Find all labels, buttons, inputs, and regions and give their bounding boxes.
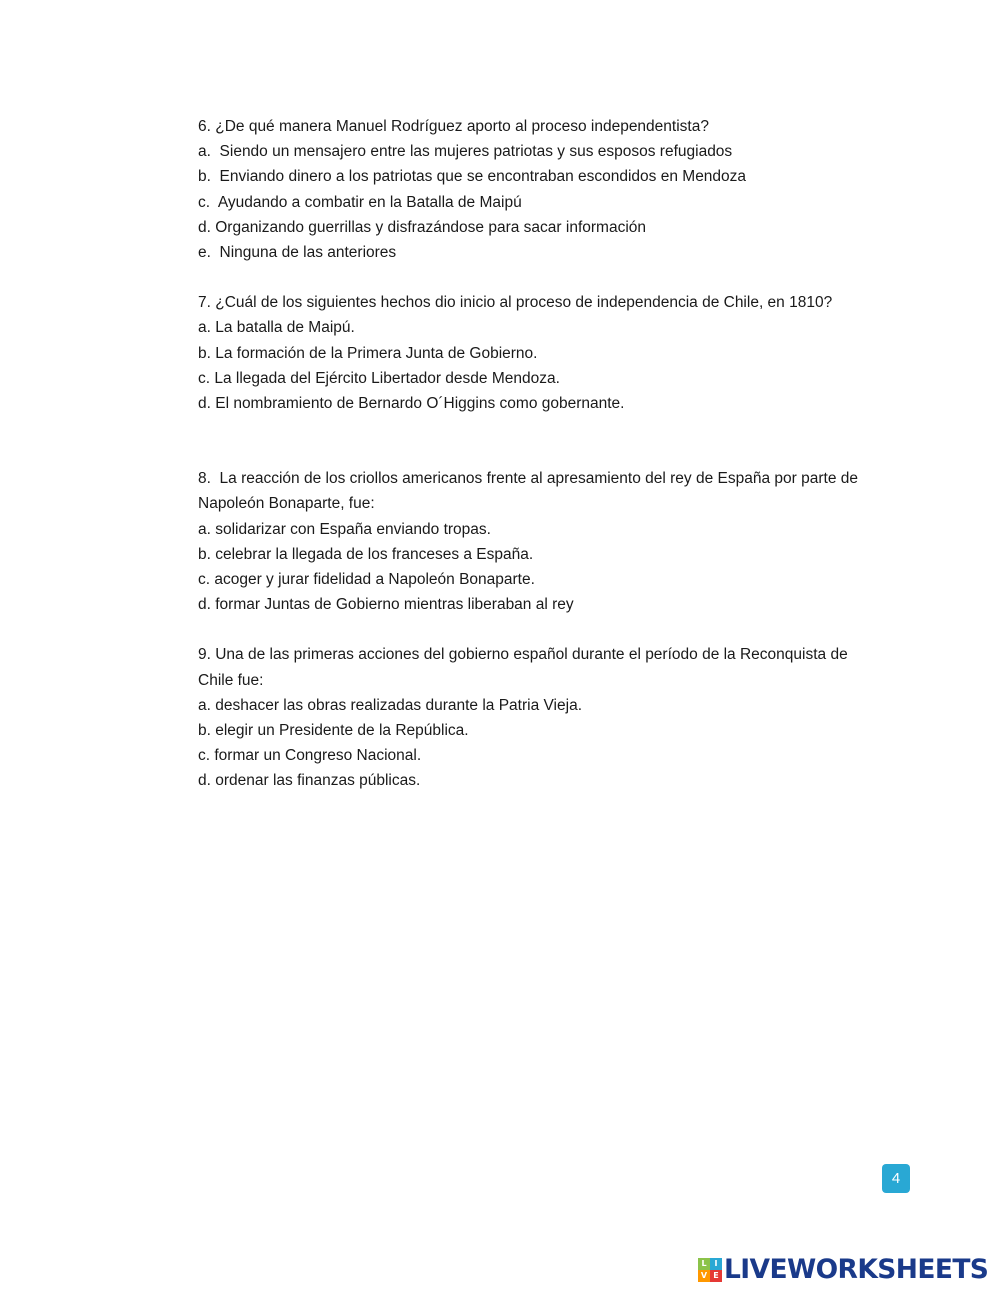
liveworksheets-logo-icon bbox=[698, 1258, 722, 1282]
question-7-option-c: c. La llegada del Ejército Libertador desde Mendoza. bbox=[198, 369, 560, 387]
question-6-option-a: a. Siendo un mensajero entre las mujeres patriotas y sus esposos refugiados bbox=[198, 143, 733, 161]
question-7 bbox=[198, 290, 918, 416]
question-8-prompt: 8. La reacción de los criollos americanos frente al apresamiento del rey de España por parte de bbox=[198, 470, 858, 488]
question-9-prompt-continued: Chile fue: bbox=[198, 671, 264, 689]
question-6-option-e: e. Ninguna de las anteriores bbox=[198, 244, 397, 262]
question-7-option-b: b. La formación de la Primera Junta de Gobierno. bbox=[198, 344, 538, 362]
question-8 bbox=[198, 466, 918, 617]
question-6-prompt: 6. ¿De qué manera Manuel Rodríguez aporto al proceso independentista? bbox=[198, 118, 709, 135]
question-9-option-a: a. deshacer las obras realizadas durante la Patria Vieja. bbox=[198, 696, 582, 714]
liveworksheets-brand bbox=[698, 1255, 988, 1285]
question-6 bbox=[198, 114, 918, 265]
question-6-option-b: b. Enviando dinero a los patriotas que se encontraban escondidos en Mendoza bbox=[198, 168, 747, 186]
logo-letter-e: E bbox=[710, 1270, 722, 1282]
question-9-option-b: b. elegir un Presidente de la República. bbox=[198, 722, 469, 740]
logo-letter-v: V bbox=[698, 1270, 710, 1282]
logo-letter-l: L bbox=[698, 1258, 710, 1270]
page-number-badge: 4 bbox=[882, 1164, 910, 1193]
question-9-option-d: d. ordenar las finanzas públicas. bbox=[198, 772, 421, 790]
question-7-option-d: d. El nombramiento de Bernardo O´Higgins como gobernante. bbox=[198, 395, 625, 413]
worksheet-content bbox=[198, 114, 918, 794]
question-7-prompt: 7. ¿Cuál de los siguientes hechos dio inicio al proceso de independencia de Chile, en 1810? bbox=[198, 294, 833, 312]
question-8-option-a: a. solidarizar con España enviando tropas. bbox=[198, 520, 491, 538]
question-6-option-d: d. Organizando guerrillas y disfrazándose para sacar información bbox=[198, 218, 647, 236]
brand-name: LIVEWORKSHEETS bbox=[724, 1254, 989, 1285]
question-9-option-c: c. formar un Congreso Nacional. bbox=[198, 747, 422, 765]
question-8-option-d: d. formar Juntas de Gobierno mientras liberaban al rey bbox=[198, 596, 574, 614]
question-8-option-c: c. acoger y jurar fidelidad a Napoleón Bonaparte. bbox=[198, 571, 535, 589]
question-9 bbox=[198, 642, 918, 793]
question-6-option-c: c. Ayudando a combatir en la Batalla de Maipú bbox=[198, 193, 522, 211]
question-8-prompt-continued: Napoleón Bonaparte, fue: bbox=[198, 495, 375, 513]
question-7-option-a: a. La batalla de Maipú. bbox=[198, 319, 355, 337]
question-8-option-b: b. celebrar la llegada de los franceses a España. bbox=[198, 545, 534, 563]
question-9-prompt: 9. Una de las primeras acciones del gobierno español durante el período de la Reconquista de bbox=[198, 646, 848, 664]
logo-letter-i: I bbox=[710, 1258, 722, 1270]
